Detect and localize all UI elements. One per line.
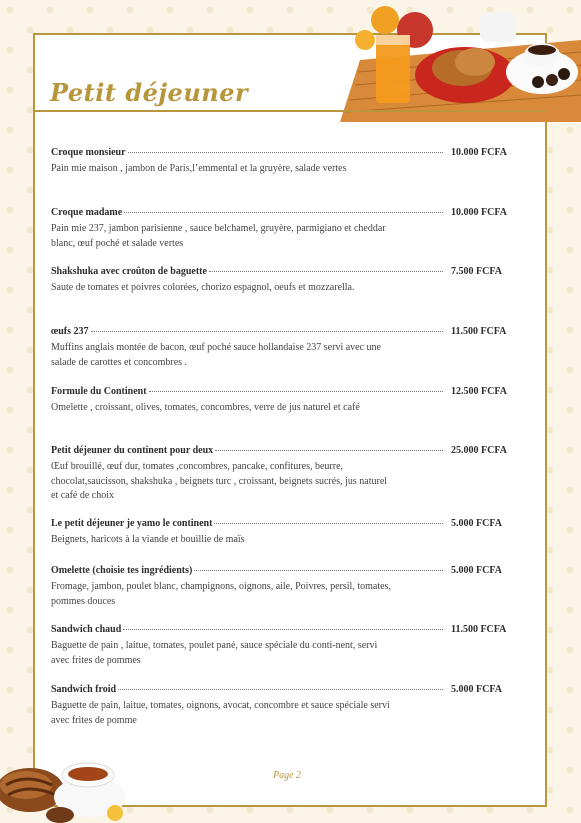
item-price: 10.000 FCFA bbox=[451, 147, 507, 158]
menu-item bbox=[51, 207, 521, 251]
item-price: 11.500 FCFA bbox=[451, 624, 507, 635]
item-name: œufs 237 bbox=[51, 326, 89, 337]
menu-item bbox=[51, 565, 521, 609]
menu-item bbox=[51, 684, 521, 728]
item-price: 25.000 FCFA bbox=[451, 445, 507, 456]
item-description: Fromage, jambon, poulet blanc, champignons, oignons, aile, Poivres, persil, tomates, pommes douces bbox=[51, 581, 391, 607]
leader-dots bbox=[118, 689, 443, 690]
menu-item bbox=[51, 326, 521, 370]
item-description: Saute de tomates et poivres colorées, chorizo espagnol, oeufs et mozzarella. bbox=[51, 282, 355, 293]
leader-dots bbox=[91, 331, 443, 332]
item-price: 11.500 FCFA bbox=[451, 326, 507, 337]
leader-dots bbox=[215, 450, 443, 451]
item-name: Croque monsieur bbox=[51, 147, 126, 158]
pastry-tea-photo-icon bbox=[0, 745, 130, 823]
item-price: 5.000 FCFA bbox=[451, 565, 502, 576]
item-name: Sandwich froid bbox=[51, 684, 117, 695]
item-description: Baguette de pain, laitue, tomates, oignons, avocat, concombre et sauce spéciale servi avec frites de pomme bbox=[51, 700, 390, 726]
menu-item bbox=[51, 624, 521, 668]
leader-dots bbox=[128, 152, 443, 153]
item-price: 7.500 FCFA bbox=[451, 266, 502, 277]
leader-dots bbox=[123, 629, 443, 630]
menu-item bbox=[51, 266, 521, 296]
item-description: Pain mie maison , jambon de Paris,l’emmental et la gruyère, salade vertes bbox=[51, 163, 347, 174]
title-divider bbox=[35, 110, 545, 112]
leader-dots bbox=[209, 271, 443, 272]
item-name: Formule du Continent bbox=[51, 386, 147, 397]
item-name: Omelette (choisie tes ingrédients) bbox=[51, 565, 193, 576]
leader-dots bbox=[124, 212, 443, 213]
item-description: Beignets, haricots à la viande et bouillie de maïs bbox=[51, 534, 245, 545]
item-description: Œuf brouillé, œuf dur, tomates ,concombres, pancake, confitures, beurre, chocolat,saucisson, shakshuka , beignets turc , croissant, beignets sucrés, jus naturel et café de choix bbox=[51, 461, 388, 501]
item-price: 10.000 FCFA bbox=[451, 207, 507, 218]
menu-item bbox=[51, 445, 521, 504]
item-name: Shakshuka avec croûton de baguette bbox=[51, 266, 207, 277]
page-title: Petit déjeuner bbox=[50, 78, 249, 107]
menu-item bbox=[51, 518, 521, 548]
menu-item bbox=[51, 147, 521, 177]
leader-dots bbox=[149, 391, 443, 392]
page-number: Page 2 bbox=[273, 770, 302, 781]
leader-dots bbox=[214, 523, 443, 524]
item-price: 5.000 FCFA bbox=[451, 684, 502, 695]
item-name: Petit déjeuner du continent pour deux bbox=[51, 445, 214, 456]
item-name: Croque madame bbox=[51, 207, 123, 218]
leader-dots bbox=[194, 570, 443, 571]
item-price: 12.500 FCFA bbox=[451, 386, 507, 397]
item-name: Le petit déjeuner je yamo le continent bbox=[51, 518, 213, 529]
item-description: Omelette , croissant, olives, tomates, concombres, verre de jus naturel et café bbox=[51, 402, 360, 413]
item-description: Pain mie 237, jambon parisienne , sauce belchamel, gruyère, parmigiano et cheddar blanc, œuf poché et salade vertes bbox=[51, 223, 386, 249]
item-description: Baguette de pain , laitue, tomates, poulet pané, sauce spéciale du conti-nent, servi avec frites de pommes bbox=[51, 640, 378, 666]
item-price: 5.000 FCFA bbox=[451, 518, 502, 529]
item-name: Sandwich chaud bbox=[51, 624, 122, 635]
item-description: Muffins anglais montée de bacon, œuf poché sauce hollandaise 237 servi avec une salade de carottes et concombres . bbox=[51, 342, 381, 368]
menu-item bbox=[51, 386, 521, 416]
breakfast-photo-icon bbox=[340, 0, 581, 122]
